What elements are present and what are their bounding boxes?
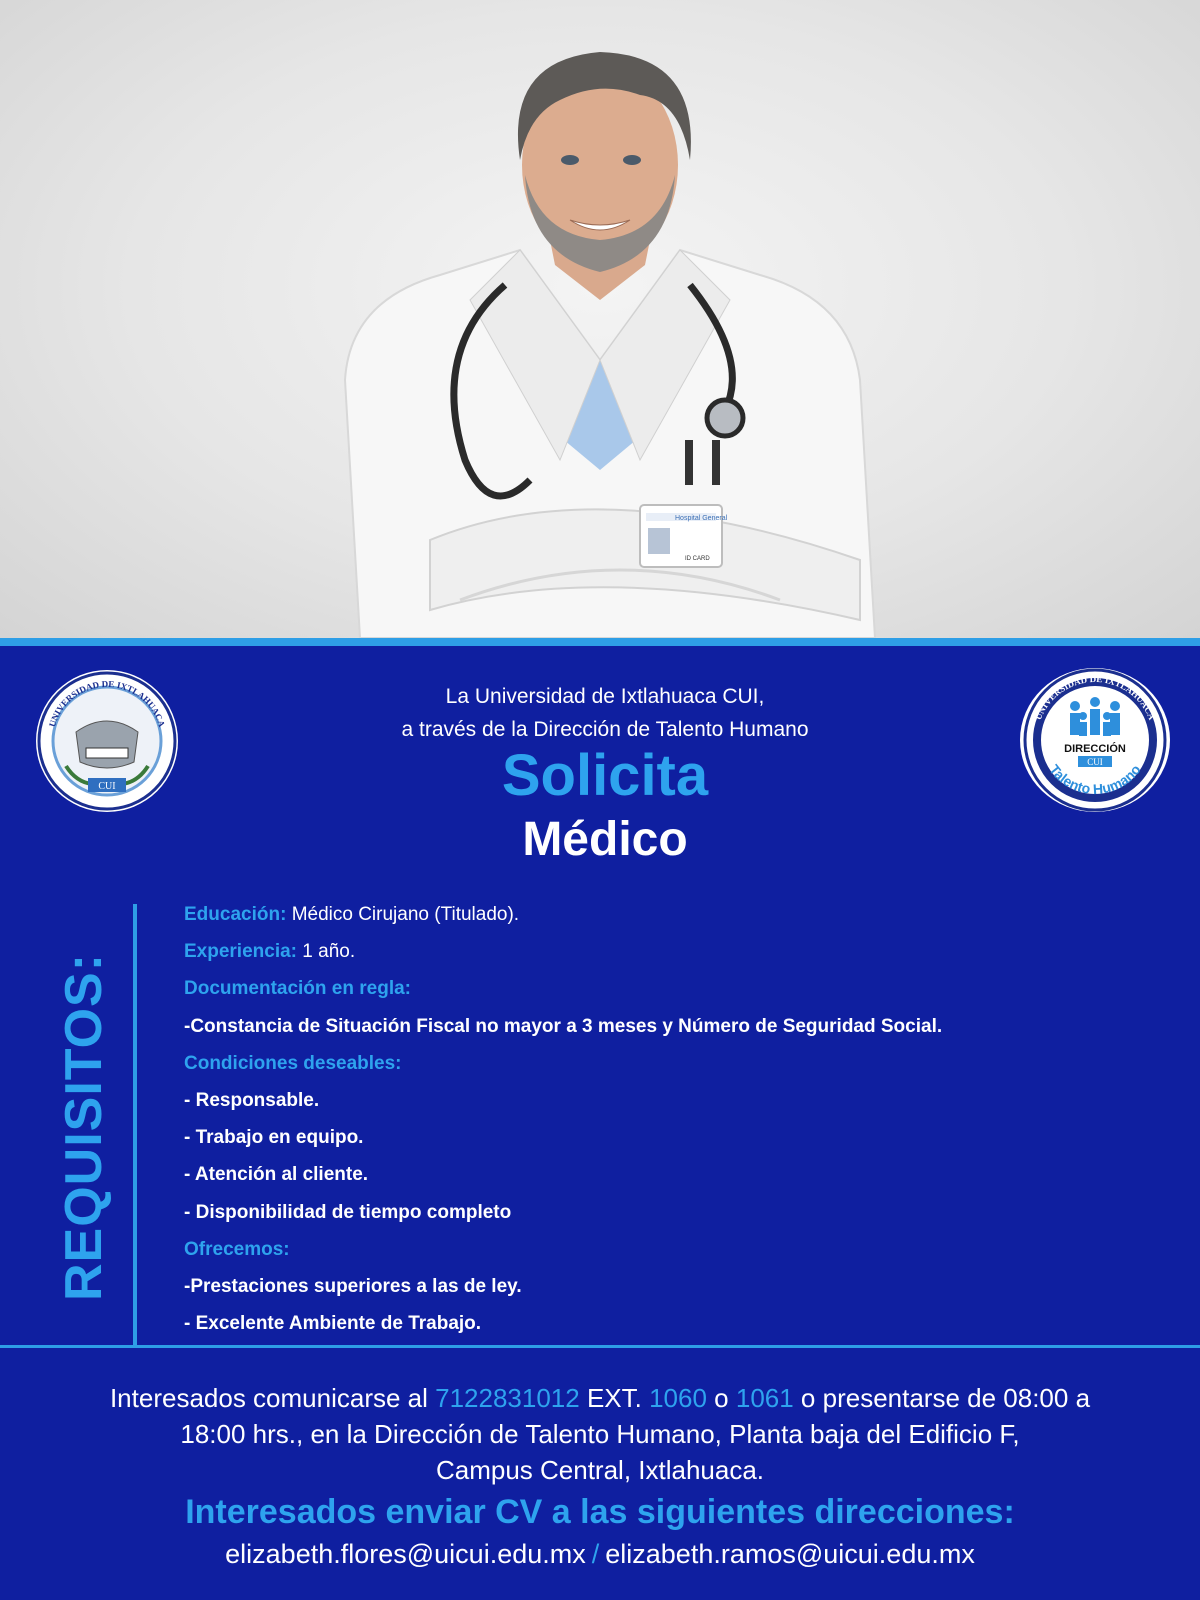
contact-text: o presentarse de 08:00 a	[793, 1383, 1091, 1413]
university-logo	[36, 670, 178, 812]
right-logo-cui-text: CUI	[1087, 757, 1103, 767]
photo-divider	[0, 638, 1200, 646]
offer-item: -Prestaciones superiores a las de ley.	[184, 1275, 522, 1297]
experience-label: Experiencia:	[184, 941, 297, 963]
education-value: Médico Cirujano (Titulado).	[291, 904, 520, 925]
contact-line-1	[10, 1380, 1190, 1416]
badge-card-label: ID CARD	[685, 556, 710, 562]
education-row	[184, 896, 1144, 933]
doctor-photo	[0, 0, 1200, 638]
desirable-item: - Responsable.	[184, 1089, 320, 1111]
requirements-label: REQUISITOS:	[55, 952, 113, 1302]
desirable-item: - Atención al cliente.	[184, 1164, 369, 1186]
phone-number[interactable]: 7122831012	[435, 1383, 580, 1413]
desirable-heading: Condiciones deseables:	[184, 1052, 402, 1074]
university-seal-icon	[36, 670, 178, 812]
offer-item: - Excelente Ambiente de Trabajo.	[184, 1313, 482, 1335]
email-separator: /	[591, 1539, 600, 1569]
intro-text	[300, 680, 910, 746]
left-logo-top-text: UNIVERSIDAD DE IXTLAHUACA	[46, 678, 168, 729]
documents-heading: Documentación en regla:	[184, 978, 411, 1000]
badge-title: Hospital General	[675, 515, 728, 522]
extension-1: 1060	[649, 1383, 707, 1413]
experience-value: 1 año.	[302, 941, 356, 963]
email-link-1[interactable]: elizabeth.flores@uicui.edu.mx	[225, 1539, 586, 1569]
email-link-2[interactable]: elizabeth.ramos@uicui.edu.mx	[605, 1539, 975, 1569]
requirements-divider	[133, 904, 137, 1346]
intro-line-2: a través de la Dirección de Talento Humano	[401, 718, 809, 741]
position-title: Médico	[522, 813, 688, 866]
contact-line-2: 18:00 hrs., en la Dirección de Talento Humano, Planta baja del Edificio F,	[180, 1419, 1020, 1449]
solicita-heading: Solicita	[501, 743, 709, 808]
extension-2: 1061	[735, 1383, 794, 1413]
experience-row	[184, 933, 1144, 970]
documents-item: -Constancia de Situación Fiscal no mayor a 3 meses y Número de Seguridad Social.	[184, 1015, 943, 1037]
contact-text: o	[706, 1383, 736, 1413]
contact-info	[10, 1380, 1190, 1488]
right-logo-middle-text: DIRECCIÓN	[1064, 743, 1126, 755]
doctor-illustration	[0, 0, 1200, 638]
desirable-item: - Trabajo en equipo.	[184, 1127, 364, 1149]
right-logo-top-text: UNIVERSIDAD DE IXTLAHUACA	[1032, 673, 1158, 722]
right-logo-bottom-text: Talento Humano	[1046, 761, 1144, 798]
contact-line-3: Campus Central, Ixtlahuaca.	[435, 1455, 765, 1485]
offer-heading: Ofrecemos:	[184, 1238, 290, 1260]
intro-line-1: La Universidad de Ixtlahuaca CUI,	[445, 685, 765, 708]
requirements-list	[184, 896, 1144, 1342]
email-addresses	[0, 1534, 1200, 1574]
department-logo	[1020, 668, 1170, 812]
contact-text: Interesados comunicarse al	[109, 1383, 436, 1413]
section-separator	[0, 1345, 1200, 1348]
education-label: Educación:	[184, 904, 287, 925]
talento-humano-seal-icon	[1020, 668, 1170, 812]
contact-text: EXT.	[579, 1383, 650, 1413]
send-cv-heading: Interesados enviar CV a las siguientes direcciones:	[185, 1493, 1015, 1531]
desirable-item: - Disponibilidad de tiempo completo	[184, 1201, 512, 1223]
left-logo-bottom-text: CUI	[98, 781, 116, 792]
